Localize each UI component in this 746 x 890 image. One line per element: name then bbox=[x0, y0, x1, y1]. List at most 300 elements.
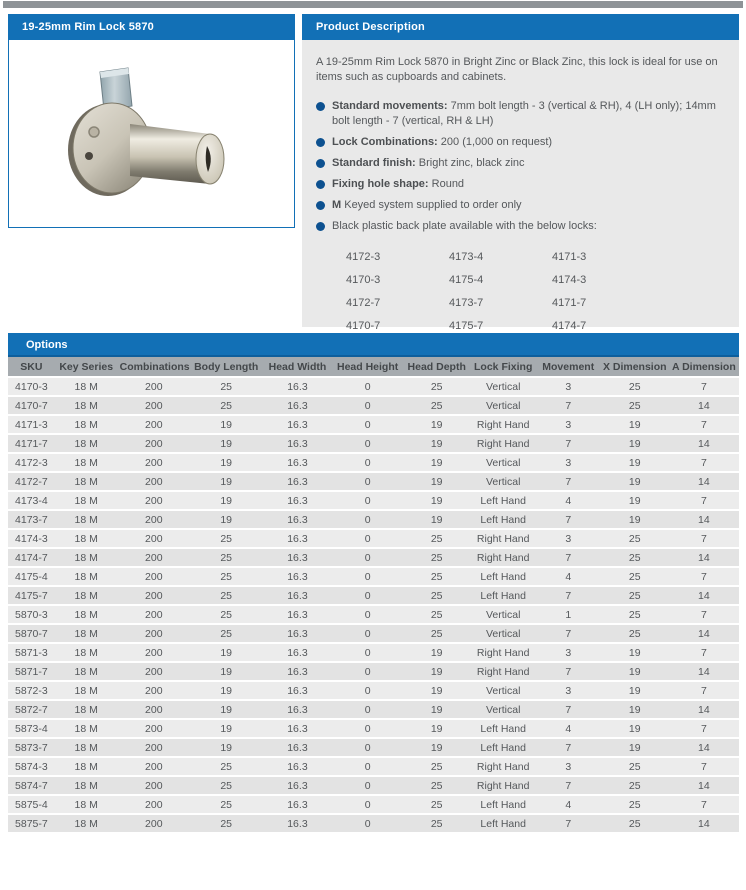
table-cell: 7 bbox=[669, 453, 739, 472]
table-cell: 7 bbox=[536, 662, 601, 681]
feature-bullet bbox=[316, 156, 725, 171]
table-cell: 14 bbox=[669, 472, 739, 491]
table-cell: 7 bbox=[669, 681, 739, 700]
table-cell: 7 bbox=[669, 491, 739, 510]
table-cell: 4172-7 bbox=[8, 472, 55, 491]
table-cell: 19 bbox=[190, 491, 262, 510]
table-cell: 18 M bbox=[55, 510, 118, 529]
table-cell: 0 bbox=[333, 719, 403, 738]
table-cell: 19 bbox=[601, 472, 669, 491]
table-cell: 18 M bbox=[55, 605, 118, 624]
table-cell: 19 bbox=[601, 491, 669, 510]
table-row bbox=[8, 377, 739, 396]
table-cell: Vertical bbox=[471, 605, 536, 624]
table-cell: 16.3 bbox=[262, 662, 332, 681]
table-cell: 5874-7 bbox=[8, 776, 55, 795]
table-cell: 16.3 bbox=[262, 643, 332, 662]
table-cell: 14 bbox=[669, 548, 739, 567]
table-cell: 16.3 bbox=[262, 548, 332, 567]
table-cell: Right Hand bbox=[471, 415, 536, 434]
table-cell: 25 bbox=[403, 757, 471, 776]
table-cell: 19 bbox=[403, 415, 471, 434]
options-table-header-row bbox=[8, 357, 739, 377]
table-cell: 4 bbox=[536, 567, 601, 586]
table-cell: 25 bbox=[601, 586, 669, 605]
table-cell: 7 bbox=[536, 510, 601, 529]
table-cell: 19 bbox=[190, 700, 262, 719]
table-cell: 200 bbox=[118, 776, 190, 795]
table-cell: 16.3 bbox=[262, 605, 332, 624]
table-cell: 25 bbox=[190, 586, 262, 605]
lock-code: 4170-7 bbox=[346, 320, 381, 332]
table-cell: 200 bbox=[118, 586, 190, 605]
table-cell: 7 bbox=[536, 624, 601, 643]
table-cell: 18 M bbox=[55, 624, 118, 643]
table-cell: Vertical bbox=[471, 453, 536, 472]
table-cell: 5874-3 bbox=[8, 757, 55, 776]
table-cell: 25 bbox=[403, 624, 471, 643]
table-cell: 16.3 bbox=[262, 434, 332, 453]
lock-barrel bbox=[130, 124, 224, 184]
lock-code: 4173-4 bbox=[449, 251, 484, 263]
table-cell: 18 M bbox=[55, 415, 118, 434]
table-cell: 25 bbox=[190, 567, 262, 586]
table-row bbox=[8, 700, 739, 719]
table-cell: 18 M bbox=[55, 529, 118, 548]
lock-code: 4174-3 bbox=[552, 274, 587, 286]
table-cell: 25 bbox=[403, 548, 471, 567]
table-cell: 200 bbox=[118, 529, 190, 548]
table-cell: 14 bbox=[669, 586, 739, 605]
table-row bbox=[8, 434, 739, 453]
table-cell: 5871-3 bbox=[8, 643, 55, 662]
table-cell: 4175-7 bbox=[8, 586, 55, 605]
table-cell: Left Hand bbox=[471, 567, 536, 586]
table-cell: 19 bbox=[190, 719, 262, 738]
table-row bbox=[8, 795, 739, 814]
column-header: Head Height bbox=[333, 357, 403, 377]
table-cell: 25 bbox=[190, 757, 262, 776]
table-cell: 14 bbox=[669, 434, 739, 453]
table-row bbox=[8, 624, 739, 643]
table-cell: 3 bbox=[536, 415, 601, 434]
table-cell: 16.3 bbox=[262, 586, 332, 605]
table-row bbox=[8, 548, 739, 567]
table-cell: 18 M bbox=[55, 472, 118, 491]
table-cell: 14 bbox=[669, 624, 739, 643]
table-cell: 19 bbox=[403, 738, 471, 757]
table-cell: 0 bbox=[333, 567, 403, 586]
table-cell: 5872-7 bbox=[8, 700, 55, 719]
table-cell: 25 bbox=[601, 548, 669, 567]
column-header: Head Width bbox=[262, 357, 332, 377]
table-cell: 0 bbox=[333, 624, 403, 643]
table-cell: 16.3 bbox=[262, 510, 332, 529]
table-cell: 19 bbox=[403, 472, 471, 491]
table-cell: 0 bbox=[333, 434, 403, 453]
table-row bbox=[8, 491, 739, 510]
table-cell: 0 bbox=[333, 738, 403, 757]
table-cell: 25 bbox=[403, 814, 471, 833]
column-header: Lock Fixing bbox=[471, 357, 536, 377]
table-cell: 0 bbox=[333, 529, 403, 548]
table-row bbox=[8, 662, 739, 681]
table-cell: 7 bbox=[536, 700, 601, 719]
bullet-dot-icon bbox=[316, 138, 325, 147]
table-cell: 3 bbox=[536, 681, 601, 700]
table-cell: 18 M bbox=[55, 548, 118, 567]
table-cell: 7 bbox=[669, 719, 739, 738]
table-cell: 200 bbox=[118, 396, 190, 415]
table-cell: 16.3 bbox=[262, 567, 332, 586]
table-cell: 7 bbox=[536, 776, 601, 795]
table-cell: 200 bbox=[118, 700, 190, 719]
table-cell: 25 bbox=[403, 396, 471, 415]
table-cell: 3 bbox=[536, 453, 601, 472]
table-cell: 5873-7 bbox=[8, 738, 55, 757]
table-cell: 25 bbox=[403, 586, 471, 605]
table-cell: 16.3 bbox=[262, 472, 332, 491]
table-cell: 25 bbox=[601, 396, 669, 415]
table-cell: Left Hand bbox=[471, 586, 536, 605]
table-cell: Right Hand bbox=[471, 529, 536, 548]
table-cell: 16.3 bbox=[262, 624, 332, 643]
description-intro: A 19-25mm Rim Lock 5870 in Bright Zinc or Black Zinc, this lock is ideal for use on items such as cupboards and cabinets. bbox=[316, 56, 718, 83]
table-cell: 25 bbox=[601, 795, 669, 814]
table-cell: 19 bbox=[601, 453, 669, 472]
options-section bbox=[8, 333, 739, 834]
table-cell: 19 bbox=[190, 434, 262, 453]
table-cell: 19 bbox=[403, 510, 471, 529]
feature-bullet-list bbox=[316, 99, 725, 234]
table-cell: 7 bbox=[536, 472, 601, 491]
table-cell: 18 M bbox=[55, 377, 118, 396]
table-cell: 16.3 bbox=[262, 776, 332, 795]
table-cell: 19 bbox=[403, 643, 471, 662]
table-cell: 5871-7 bbox=[8, 662, 55, 681]
options-title: Options bbox=[8, 333, 739, 357]
table-cell: 19 bbox=[190, 681, 262, 700]
column-header: SKU bbox=[8, 357, 55, 377]
table-cell: 4171-7 bbox=[8, 434, 55, 453]
table-cell: 16.3 bbox=[262, 396, 332, 415]
table-cell: 25 bbox=[403, 776, 471, 795]
table-cell: 1 bbox=[536, 605, 601, 624]
lock-code: 4171-3 bbox=[552, 251, 587, 263]
table-row bbox=[8, 814, 739, 833]
description-panel bbox=[302, 14, 739, 332]
feature-bullet-text: M Keyed system supplied to order only bbox=[332, 199, 522, 211]
table-cell: 19 bbox=[190, 415, 262, 434]
table-cell: 5870-3 bbox=[8, 605, 55, 624]
top-strip bbox=[3, 1, 743, 8]
lock-code: 4172-3 bbox=[346, 251, 381, 263]
table-cell: 5873-4 bbox=[8, 719, 55, 738]
table-cell: 25 bbox=[190, 377, 262, 396]
table-row bbox=[8, 681, 739, 700]
table-cell: Left Hand bbox=[471, 814, 536, 833]
table-cell: 200 bbox=[118, 624, 190, 643]
bullet-dot-icon bbox=[316, 222, 325, 231]
table-cell: 25 bbox=[601, 624, 669, 643]
bullet-dot-icon bbox=[316, 102, 325, 111]
table-cell: 18 M bbox=[55, 662, 118, 681]
table-cell: 0 bbox=[333, 510, 403, 529]
table-row bbox=[8, 586, 739, 605]
table-cell: 25 bbox=[190, 624, 262, 643]
table-cell: 19 bbox=[403, 719, 471, 738]
table-cell: 0 bbox=[333, 776, 403, 795]
table-cell: 16.3 bbox=[262, 453, 332, 472]
table-cell: 18 M bbox=[55, 795, 118, 814]
table-cell: 25 bbox=[190, 396, 262, 415]
table-cell: 3 bbox=[536, 529, 601, 548]
table-cell: Right Hand bbox=[471, 643, 536, 662]
table-cell: 200 bbox=[118, 567, 190, 586]
table-cell: Left Hand bbox=[471, 795, 536, 814]
table-cell: 0 bbox=[333, 700, 403, 719]
table-cell: 5872-3 bbox=[8, 681, 55, 700]
table-cell: 18 M bbox=[55, 719, 118, 738]
table-cell: 7 bbox=[536, 586, 601, 605]
table-cell: Left Hand bbox=[471, 738, 536, 757]
table-cell: 19 bbox=[601, 719, 669, 738]
table-cell: 4173-7 bbox=[8, 510, 55, 529]
table-cell: 18 M bbox=[55, 567, 118, 586]
table-cell: 7 bbox=[669, 377, 739, 396]
table-cell: 4173-4 bbox=[8, 491, 55, 510]
table-cell: 0 bbox=[333, 605, 403, 624]
table-cell: 19 bbox=[403, 681, 471, 700]
table-cell: 7 bbox=[669, 567, 739, 586]
table-cell: 200 bbox=[118, 472, 190, 491]
table-cell: 25 bbox=[190, 548, 262, 567]
table-cell: 14 bbox=[669, 396, 739, 415]
table-cell: 7 bbox=[536, 548, 601, 567]
table-row bbox=[8, 757, 739, 776]
table-cell: 25 bbox=[190, 814, 262, 833]
table-cell: 5875-7 bbox=[8, 814, 55, 833]
table-row bbox=[8, 396, 739, 415]
description-title: Product Description bbox=[302, 14, 739, 40]
table-cell: 19 bbox=[190, 662, 262, 681]
table-cell: 18 M bbox=[55, 491, 118, 510]
table-cell: 200 bbox=[118, 643, 190, 662]
table-cell: 16.3 bbox=[262, 700, 332, 719]
table-row bbox=[8, 738, 739, 757]
table-cell: 25 bbox=[601, 377, 669, 396]
table-cell: 7 bbox=[536, 396, 601, 415]
table-cell: 19 bbox=[190, 738, 262, 757]
table-cell: 19 bbox=[403, 491, 471, 510]
bullet-dot-icon bbox=[316, 159, 325, 168]
compatible-lock-codes bbox=[346, 250, 725, 334]
table-cell: 200 bbox=[118, 453, 190, 472]
table-cell: 18 M bbox=[55, 681, 118, 700]
table-cell: 16.3 bbox=[262, 738, 332, 757]
feature-bullet bbox=[316, 219, 725, 234]
table-cell: 4 bbox=[536, 719, 601, 738]
table-cell: 14 bbox=[669, 776, 739, 795]
table-cell: 7 bbox=[536, 814, 601, 833]
feature-bullet-text: Fixing hole shape: Round bbox=[332, 178, 465, 190]
table-cell: 18 M bbox=[55, 643, 118, 662]
table-cell: 200 bbox=[118, 548, 190, 567]
table-cell: 25 bbox=[601, 567, 669, 586]
table-cell: 19 bbox=[190, 510, 262, 529]
table-cell: 7 bbox=[669, 795, 739, 814]
rim-lock-image bbox=[42, 54, 262, 214]
table-cell: Left Hand bbox=[471, 719, 536, 738]
table-cell: 0 bbox=[333, 377, 403, 396]
table-cell: 4174-3 bbox=[8, 529, 55, 548]
table-cell: 4175-4 bbox=[8, 567, 55, 586]
product-title: 19-25mm Rim Lock 5870 bbox=[8, 14, 295, 40]
table-row bbox=[8, 567, 739, 586]
table-cell: 14 bbox=[669, 738, 739, 757]
column-header: Combinations bbox=[118, 357, 190, 377]
feature-bullet bbox=[316, 135, 725, 150]
table-cell: 200 bbox=[118, 738, 190, 757]
table-row bbox=[8, 510, 739, 529]
table-cell: 16.3 bbox=[262, 719, 332, 738]
table-cell: 19 bbox=[190, 643, 262, 662]
table-cell: 19 bbox=[403, 662, 471, 681]
table-cell: 0 bbox=[333, 548, 403, 567]
table-cell: 18 M bbox=[55, 453, 118, 472]
table-row bbox=[8, 605, 739, 624]
column-header: X Dimension bbox=[601, 357, 669, 377]
table-row bbox=[8, 719, 739, 738]
table-cell: 25 bbox=[403, 567, 471, 586]
table-cell: 4171-3 bbox=[8, 415, 55, 434]
lock-code: 4175-7 bbox=[449, 320, 484, 332]
table-cell: 14 bbox=[669, 700, 739, 719]
table-cell: 200 bbox=[118, 377, 190, 396]
table-cell: 16.3 bbox=[262, 491, 332, 510]
table-cell: Left Hand bbox=[471, 491, 536, 510]
table-cell: 3 bbox=[536, 643, 601, 662]
feature-bullet-text: Black plastic back plate available with the below locks: bbox=[332, 220, 597, 232]
table-cell: 19 bbox=[403, 434, 471, 453]
table-cell: Left Hand bbox=[471, 510, 536, 529]
table-cell: 200 bbox=[118, 491, 190, 510]
table-cell: Vertical bbox=[471, 681, 536, 700]
lock-code: 4174-7 bbox=[552, 320, 587, 332]
options-table bbox=[8, 357, 739, 834]
table-cell: 7 bbox=[669, 643, 739, 662]
table-cell: Right Hand bbox=[471, 776, 536, 795]
table-cell: 18 M bbox=[55, 757, 118, 776]
table-cell: 200 bbox=[118, 605, 190, 624]
description-body bbox=[302, 40, 739, 332]
table-cell: 14 bbox=[669, 814, 739, 833]
table-cell: 25 bbox=[403, 377, 471, 396]
table-cell: 16.3 bbox=[262, 415, 332, 434]
table-cell: 18 M bbox=[55, 434, 118, 453]
table-cell: 0 bbox=[333, 396, 403, 415]
table-cell: 5875-4 bbox=[8, 795, 55, 814]
table-cell: 25 bbox=[601, 814, 669, 833]
table-cell: 18 M bbox=[55, 776, 118, 795]
table-cell: 19 bbox=[601, 415, 669, 434]
table-cell: 7 bbox=[536, 434, 601, 453]
table-cell: 25 bbox=[190, 605, 262, 624]
table-cell: 0 bbox=[333, 814, 403, 833]
table-cell: 19 bbox=[601, 643, 669, 662]
table-cell: 4 bbox=[536, 491, 601, 510]
table-cell: 16.3 bbox=[262, 795, 332, 814]
table-cell: 0 bbox=[333, 681, 403, 700]
table-cell: 16.3 bbox=[262, 681, 332, 700]
feature-bullet bbox=[316, 198, 725, 213]
table-cell: 19 bbox=[403, 700, 471, 719]
table-cell: Right Hand bbox=[471, 662, 536, 681]
feature-bullet-text: Standard movements: 7mm bolt length - 3 (vertical & RH), 4 (LH only); 14mm bolt length - 7 (vertical, RH & LH) bbox=[332, 100, 716, 127]
table-cell: 18 M bbox=[55, 396, 118, 415]
column-header: Body Length bbox=[190, 357, 262, 377]
table-cell: 200 bbox=[118, 510, 190, 529]
feature-bullet bbox=[316, 99, 725, 129]
top-panels bbox=[8, 14, 739, 332]
lock-code: 4175-4 bbox=[449, 274, 484, 286]
product-panel bbox=[8, 14, 295, 228]
table-cell: 7 bbox=[669, 757, 739, 776]
lock-code: 4171-7 bbox=[552, 297, 587, 309]
table-cell: 25 bbox=[190, 795, 262, 814]
product-image-box bbox=[8, 40, 295, 228]
table-cell: 200 bbox=[118, 434, 190, 453]
table-cell: 19 bbox=[190, 453, 262, 472]
table-cell: 18 M bbox=[55, 700, 118, 719]
table-cell: 16.3 bbox=[262, 377, 332, 396]
table-cell: 0 bbox=[333, 472, 403, 491]
table-cell: 4 bbox=[536, 795, 601, 814]
table-cell: 25 bbox=[403, 795, 471, 814]
table-cell: 25 bbox=[190, 529, 262, 548]
table-cell: 19 bbox=[601, 662, 669, 681]
table-cell: 18 M bbox=[55, 586, 118, 605]
column-header: Movement bbox=[536, 357, 601, 377]
column-header: A Dimension bbox=[669, 357, 739, 377]
column-header: Key Series bbox=[55, 357, 118, 377]
table-cell: 16.3 bbox=[262, 529, 332, 548]
table-cell: Right Hand bbox=[471, 757, 536, 776]
table-cell: 0 bbox=[333, 757, 403, 776]
table-cell: 4170-3 bbox=[8, 377, 55, 396]
table-row bbox=[8, 643, 739, 662]
table-cell: Right Hand bbox=[471, 434, 536, 453]
table-row bbox=[8, 472, 739, 491]
table-cell: 7 bbox=[536, 738, 601, 757]
table-cell: 19 bbox=[601, 510, 669, 529]
table-cell: 19 bbox=[601, 434, 669, 453]
feature-bullet-text: Lock Combinations: 200 (1,000 on request) bbox=[332, 136, 553, 148]
lock-code: 4173-7 bbox=[449, 297, 484, 309]
table-cell: 0 bbox=[333, 662, 403, 681]
table-cell: 0 bbox=[333, 491, 403, 510]
table-cell: 0 bbox=[333, 586, 403, 605]
table-cell: 19 bbox=[601, 681, 669, 700]
table-cell: 200 bbox=[118, 415, 190, 434]
table-cell: Vertical bbox=[471, 377, 536, 396]
table-cell: 16.3 bbox=[262, 757, 332, 776]
feature-bullet bbox=[316, 177, 725, 192]
table-cell: 14 bbox=[669, 662, 739, 681]
table-cell: 3 bbox=[536, 757, 601, 776]
table-cell: 25 bbox=[403, 529, 471, 548]
table-row bbox=[8, 776, 739, 795]
